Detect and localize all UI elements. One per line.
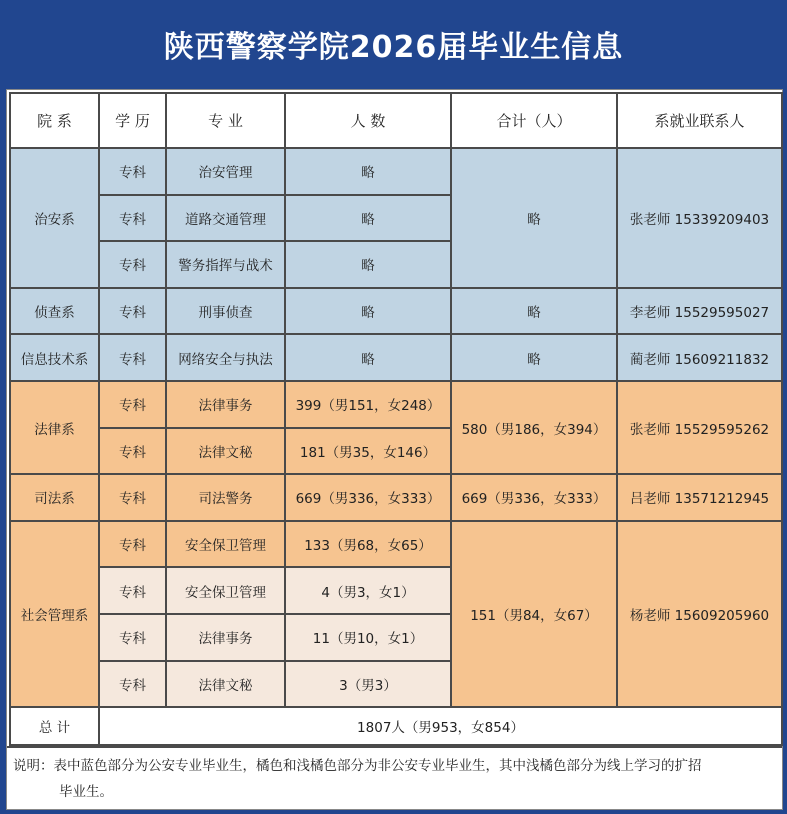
count-cell: 4（男3，女1） [285,567,451,614]
count-cell: 399（男151，女248） [285,381,451,428]
department-name: 治安系 [10,148,99,288]
degree-cell: 专科 [99,614,166,661]
major-cell: 安全保卫管理 [166,521,285,568]
count-cell: 略 [285,334,451,381]
degree-cell: 专科 [99,241,166,288]
graduate-info-sheet [6,89,783,810]
department-total: 略 [451,148,617,288]
department-total: 略 [451,334,617,381]
page-title: 陕西警察学院2026届毕业生信息 [163,30,624,65]
table-row [10,148,782,195]
major-cell: 法律事务 [166,614,285,661]
major-cell: 安全保卫管理 [166,567,285,614]
count-cell: 略 [285,148,451,195]
department-total: 669（男336，女333） [451,474,617,521]
count-cell: 669（男336，女333） [285,474,451,521]
degree-cell: 专科 [99,195,166,242]
degree-cell: 专科 [99,521,166,568]
major-cell: 警务指挥与战术 [166,241,285,288]
table-header-row [10,93,782,148]
department-contact: 李老师 15529595027 [617,288,782,335]
table-row [10,381,782,428]
degree-cell: 专科 [99,474,166,521]
header-count: 人 数 [285,93,451,148]
header-department: 院 系 [10,93,99,148]
grand-total-value: 1807人（男953，女854） [99,707,782,745]
count-cell: 181（男35，女146） [285,428,451,475]
degree-cell: 专科 [99,148,166,195]
degree-cell: 专科 [99,381,166,428]
major-cell: 法律事务 [166,381,285,428]
department-total: 580（男186，女394） [451,381,617,474]
department-name: 社会管理系 [10,521,99,707]
table-row [10,474,782,521]
degree-cell: 专科 [99,288,166,335]
table-row [10,521,782,568]
department-contact: 张老师 15529595262 [617,381,782,474]
grand-total-row [10,707,782,745]
department-name: 司法系 [10,474,99,521]
department-total: 略 [451,288,617,335]
department-contact: 吕老师 13571212945 [617,474,782,521]
major-cell: 法律文秘 [166,428,285,475]
header-major: 专 业 [166,93,285,148]
major-cell: 司法警务 [166,474,285,521]
header-contact: 系就业联系人 [617,93,782,148]
count-cell: 11（男10，女1） [285,614,451,661]
count-cell: 略 [285,195,451,242]
department-total: 151（男84，女67） [451,521,617,707]
major-cell: 刑事侦查 [166,288,285,335]
degree-cell: 专科 [99,661,166,708]
count-cell: 略 [285,241,451,288]
major-cell: 道路交通管理 [166,195,285,242]
department-contact: 蔺老师 15609211832 [617,334,782,381]
major-cell: 法律文秘 [166,661,285,708]
department-name: 法律系 [10,381,99,474]
note-line-2: 毕业生。 [59,784,113,800]
department-contact: 张老师 15339209403 [617,148,782,288]
explanation-note [7,746,782,809]
degree-cell: 专科 [99,567,166,614]
graduate-table [9,92,783,746]
grand-total-label: 总 计 [10,707,99,745]
count-cell: 133（男68，女65） [285,521,451,568]
header-total: 合计（人） [451,93,617,148]
department-contact: 杨老师 15609205960 [617,521,782,707]
major-cell: 治安管理 [166,148,285,195]
major-cell: 网络安全与执法 [166,334,285,381]
table-row [10,288,782,335]
note-line-1: 说明：表中蓝色部分为公安专业毕业生，橘色和浅橘色部分为非公安专业毕业生，其中浅橘色部分为线上学习的扩招 [13,758,702,774]
department-name: 信息技术系 [10,334,99,381]
header-degree: 学 历 [99,93,166,148]
table-row [10,334,782,381]
degree-cell: 专科 [99,428,166,475]
count-cell: 略 [285,288,451,335]
degree-cell: 专科 [99,334,166,381]
department-name: 侦查系 [10,288,99,335]
count-cell: 3（男3） [285,661,451,708]
